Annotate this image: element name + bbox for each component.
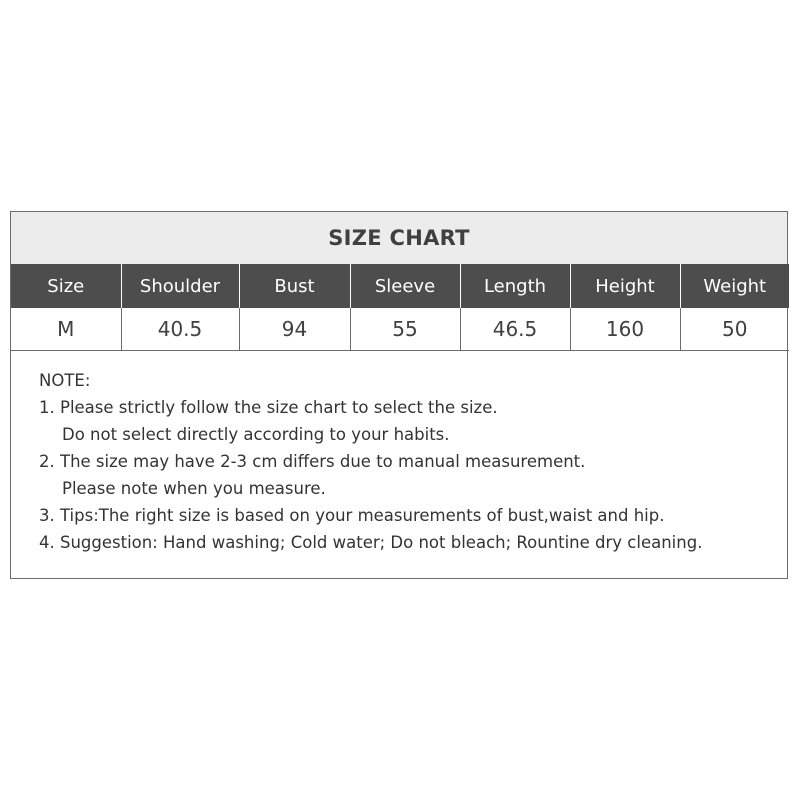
note-item-3: 3. Tips:The right size is based on your measurements of bust,waist and hip. — [39, 506, 665, 525]
table-row — [11, 308, 789, 351]
cell-height: 160 — [570, 308, 680, 351]
cell-shoulder: 40.5 — [121, 308, 239, 351]
size-table — [11, 264, 789, 351]
cell-size: M — [11, 308, 121, 351]
note-item-2: 2. The size may have 2-3 cm differs due to manual measurement. — [39, 452, 586, 471]
cell-bust: 94 — [239, 308, 350, 351]
size-chart — [10, 211, 788, 579]
cell-length: 46.5 — [460, 308, 570, 351]
header-size: Size — [11, 264, 121, 308]
header-sleeve: Sleeve — [350, 264, 460, 308]
note-item-1-continuation: Do not select directly according to your habits. — [62, 425, 450, 444]
notes-heading: NOTE: — [39, 371, 91, 390]
header-height: Height — [570, 264, 680, 308]
header-bust: Bust — [239, 264, 350, 308]
note-item-2-continuation: Please note when you measure. — [62, 479, 326, 498]
table-header-row — [11, 264, 789, 308]
header-weight: Weight — [680, 264, 789, 308]
note-item-4: 4. Suggestion: Hand washing; Cold water; Do not bleach; Rountine dry cleaning. — [39, 533, 703, 552]
notes-section — [11, 351, 787, 556]
note-item-1: 1. Please strictly follow the size chart to select the size. — [39, 398, 498, 417]
cell-weight: 50 — [680, 308, 789, 351]
cell-sleeve: 55 — [350, 308, 460, 351]
header-length: Length — [460, 264, 570, 308]
chart-title: SIZE CHART — [11, 212, 787, 264]
header-shoulder: Shoulder — [121, 264, 239, 308]
